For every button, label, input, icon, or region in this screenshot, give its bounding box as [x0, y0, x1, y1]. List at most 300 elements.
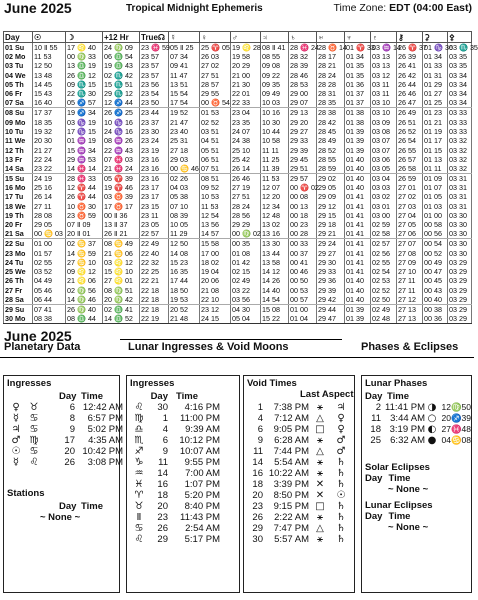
list-item [130, 435, 220, 446]
position-cell: 26 46 [231, 173, 261, 183]
time-value: 3:19 PM [389, 424, 425, 435]
position-cell: 28 ♓ 33 [66, 173, 103, 183]
spacer [130, 391, 150, 402]
position-cell: 05 Ⅱ 25 [169, 43, 200, 53]
position-cell: 19 ♎ 43 [103, 61, 140, 70]
position-cell: 15 58 [200, 239, 231, 249]
position-cell: 03 33 [448, 108, 472, 118]
position-cell: 00 33 [289, 239, 317, 249]
column-header: +12 Hr [103, 32, 140, 43]
position-cell: 00 41 [289, 258, 317, 267]
position-cell: 23 57 [140, 71, 169, 80]
position-cell: 27 06 [397, 229, 423, 239]
day-value: 29 [157, 534, 168, 545]
position-cell: 03 32 [448, 145, 472, 154]
position-cell: 03 30 [448, 239, 472, 249]
position-cell: 26 ♍ 40 [66, 304, 103, 314]
moon-phase-icon: ● [427, 435, 437, 446]
sign-glyph: ♉ [134, 501, 144, 512]
position-cell: 02 59 [371, 220, 397, 229]
day-value: 18 [252, 479, 263, 490]
position-cell: 22 49 [140, 239, 169, 249]
position-cell: 07 41 [33, 304, 66, 314]
position-cell: 08 51 [200, 173, 231, 183]
position-cell: 01 07 [423, 183, 448, 192]
position-cell: 20 29 [231, 61, 261, 70]
position-cell: 26 ♈ 37 [398, 43, 427, 52]
position-cell: 27 04 [397, 211, 423, 220]
position-cell: 04 30 [231, 304, 261, 314]
table-row [4, 239, 472, 249]
position-cell: 23 04 [231, 108, 261, 118]
column-header: ♃ [261, 32, 289, 43]
position-cell: 11 25 [261, 155, 289, 164]
position-cell: 08 ♎ 44 [66, 314, 103, 324]
lunar-eclipses-column-header [365, 511, 410, 522]
position-cell: 23 ♓ 59 [141, 43, 170, 52]
day-cell: 30 Mo [4, 314, 33, 324]
day-cell: 04 We [4, 71, 33, 80]
position-cell: 19 58 [231, 52, 261, 61]
position-cell: 00 54 [423, 239, 448, 249]
sign-glyph: ♍ [29, 435, 39, 446]
position-cell: 00 23 [289, 220, 317, 229]
position-cell: 29 55 [200, 89, 231, 98]
position-cell: 01 13 [423, 155, 448, 164]
column-header: ⚷ [397, 32, 423, 43]
planet-glyph: ♄ [336, 523, 346, 534]
position-cell: 19 52 [169, 108, 200, 118]
day-cell: 16 Mo [4, 183, 33, 192]
position-cell: 28 28 [317, 80, 345, 89]
position-cell: 29 39 [289, 145, 317, 154]
sign-glyph: ♏ [134, 435, 144, 446]
position-cell: 01 21 [423, 117, 448, 126]
position-cell: 28 21 [317, 61, 345, 70]
position-cell: 26 59 [397, 173, 423, 183]
position-cell: 03 29 [448, 314, 472, 324]
time-value: 9:39 AM [185, 424, 220, 435]
spacer [43, 446, 59, 457]
position-cell: 01 15 [423, 145, 448, 154]
position-cell: 22 24 [33, 155, 66, 164]
position-cell: 26 57 [397, 155, 423, 164]
position-cell: 11 29 [169, 229, 200, 239]
position-cell: 13 30 [261, 239, 289, 249]
position-cell: 20 ♍ 42 [103, 295, 140, 305]
aspect-glyph: ✕ [315, 490, 325, 501]
position-cell: 00 58 [423, 220, 448, 229]
day-value: 6 [257, 424, 263, 435]
day-column-label: Day [150, 391, 168, 402]
position-cell: 23 35 [231, 117, 261, 126]
position-cell: 09 41 [169, 61, 200, 70]
time-value: 6:32 AM [390, 435, 425, 446]
position-cell: 26 14 [33, 192, 66, 201]
position-cell: 22 ♏ 30 [66, 89, 103, 98]
day-cell: 25 We [4, 267, 33, 276]
table-row [4, 117, 472, 126]
position-cell: 03 13 [371, 52, 397, 61]
position-cell: 28 56 [231, 211, 261, 220]
ingresses-column-header [7, 391, 123, 402]
position-cell: 26 58 [397, 164, 423, 174]
time-value: 8:50 PM [273, 490, 309, 501]
planet-glyph: ♄ [336, 457, 346, 468]
position-cell: 17 54 [169, 98, 200, 108]
day-cell: 07 Sa [4, 98, 33, 108]
position-cell: 01 00 [289, 304, 317, 314]
position-cell: 16 40 [33, 98, 66, 108]
planet-glyph: ♄ [336, 501, 346, 512]
column-header: ♅ [317, 32, 345, 43]
table-row [4, 98, 472, 108]
position-cell: 21 48 [169, 314, 200, 324]
position-cell: 03 05 [371, 164, 397, 174]
position-cell: 02 52 [200, 117, 231, 126]
day-value: 20 [157, 501, 168, 512]
position-cell: 03 10 [371, 98, 397, 108]
day-value: 11 [253, 446, 263, 457]
stations-none: ~ None ~ [40, 512, 81, 523]
day-cell: 29 Su [4, 304, 33, 314]
position-cell: 24 ♑ 16 [103, 127, 140, 136]
position-cell: 29 00 [289, 89, 317, 98]
position-cell: 23 15 [140, 202, 169, 211]
position-cell: 12 34 [261, 202, 289, 211]
position-cell: 01 00 [423, 211, 448, 220]
position-cell: 09 35 [261, 80, 289, 89]
day-cell: 09 Mo [4, 117, 33, 126]
position-cell: 24 07 [231, 127, 261, 136]
last-aspect-heading: Last Aspect [300, 389, 354, 400]
position-cell: 01 33 [423, 61, 448, 70]
position-cell: 23 56 [140, 80, 169, 89]
position-cell: 17 44 [169, 276, 200, 285]
table-row [4, 248, 472, 257]
position-cell: 29 03 [169, 155, 200, 164]
position-cell: 15 43 [33, 89, 66, 98]
planet-glyph: ♂ [11, 435, 21, 446]
position-cell: 00 57 [289, 295, 317, 305]
position-cell: 01 41 [345, 267, 371, 276]
planet-glyph: ♀ [337, 413, 345, 424]
lunar-ingresses-heading: Ingresses [130, 378, 175, 389]
list-item [130, 512, 220, 523]
position-cell: 26 42 [397, 71, 423, 80]
planet-glyph: ♂ [336, 435, 346, 446]
time-value: 11:00 PM [180, 413, 220, 424]
position-cell: 00 46 [289, 267, 317, 276]
position-cell: 25 16 [33, 183, 66, 192]
position-cell: 01 40 [345, 295, 371, 305]
position-cell: 24 ♍ 09 [103, 43, 140, 53]
position-cell: 20 06 [200, 276, 231, 285]
planet-glyph: ♃ [336, 402, 346, 413]
position-cell: 27 10 [397, 267, 423, 276]
planet-glyph: ♀ [12, 402, 20, 413]
planet-glyph: ♂ [336, 446, 346, 457]
time-value: 10:22 AM [268, 468, 309, 479]
void-times-list [247, 402, 351, 545]
position-cell: 17 37 [33, 108, 66, 118]
day-value: 9 [162, 446, 168, 457]
day-cell: 21 Sa [4, 229, 33, 239]
day-value: 2 [375, 402, 381, 413]
position-cell: 14 26 [261, 276, 289, 285]
sign-glyph: ♈ [134, 490, 144, 501]
position-cell: 29 47 [317, 314, 345, 324]
position-cell: 22 18 [140, 304, 169, 314]
time-value: 3:44 AM [390, 413, 425, 424]
table-row [4, 136, 472, 145]
position-cell: 02 57 [371, 239, 397, 249]
day-value: 9 [69, 424, 75, 435]
position-cell: 26 Ⅱ 21 [103, 229, 140, 239]
timezone-label: Time Zone: [333, 2, 387, 14]
position-cell: 29 27 [317, 248, 345, 257]
day-column-label: Day [365, 473, 383, 484]
position-cell: 01 04 [289, 314, 317, 324]
position-cell: 03 ♒ 14 [372, 43, 401, 52]
sign-glyph: ♌ [134, 402, 144, 413]
position-cell: 12 07 [261, 183, 289, 192]
time-value: 7:38 PM [273, 402, 309, 413]
position-cell: 08 ♍ 51 [103, 286, 140, 295]
position-cell: 23 57 [140, 61, 169, 70]
spacer [168, 391, 176, 402]
position-cell: 00 52 [423, 248, 448, 257]
position-cell: 01 41 [345, 192, 371, 201]
list-item [247, 446, 351, 457]
column-header: ♀ [200, 32, 231, 43]
day-value: 1 [257, 402, 263, 413]
position-cell: 26 ♎ 12 [66, 71, 103, 80]
day-value: 8 [69, 413, 75, 424]
position-cell: 01 40 [345, 286, 371, 295]
position-cell: 01 35 [345, 71, 371, 80]
position-cell: 29 29 [231, 220, 261, 229]
position-cell: 24 38 [231, 136, 261, 145]
position-cell: 01 57 [33, 248, 66, 257]
position-cell: 01 31 [423, 71, 448, 80]
position-cell: 20 Ⅱ 01 [66, 229, 103, 239]
position-cell: 29 05 [317, 183, 345, 192]
position-cell: 03 34 [448, 71, 472, 80]
position-cell: 11 47 [169, 71, 200, 80]
day-cell: 12 Th [4, 145, 33, 154]
table-row [4, 71, 472, 80]
position-cell: 00 49 [423, 258, 448, 267]
position-cell: 27 02 [200, 61, 231, 70]
position-cell: 28 32 [289, 52, 317, 61]
list-item [247, 534, 351, 545]
planet-glyph: ♃ [11, 424, 21, 435]
position-cell: 10 ♉ 30 [66, 202, 103, 211]
position-cell: 00 ♍ 33 [66, 52, 103, 61]
day-cell: 14 Sa [4, 164, 33, 174]
position-cell: 05 ♈ 39 [103, 173, 140, 183]
position-cell: 21 ♋ 06 [103, 248, 140, 257]
position-cell: 28 46 [289, 71, 317, 80]
position-cell: 00 ♋ 46 [170, 163, 199, 173]
position-cell: 02 15 [231, 267, 261, 276]
day-value: 11 [371, 413, 381, 424]
planet-glyph: ♀ [337, 424, 345, 435]
position-cell: 02 54 [371, 267, 397, 276]
position-cell: 03 33 [448, 127, 472, 136]
spacer [43, 435, 59, 446]
position-cell: 01 37 [345, 98, 371, 108]
list-item [7, 402, 123, 413]
day-value: 18 [370, 424, 381, 435]
position-cell: 22 19 [140, 314, 169, 324]
position-cell: 03 35 [448, 61, 472, 70]
position-cell: 03 13 [371, 61, 397, 70]
position-cell: 27 11 [397, 276, 423, 285]
position-cell: 18 50 [169, 286, 200, 295]
planetary-ingresses-list [7, 391, 123, 468]
position-cell: 29 51 [289, 164, 317, 174]
position-cell: 01 36 [345, 80, 371, 89]
phases-box [361, 375, 472, 593]
position-cell: 23 50 [140, 98, 169, 108]
position-cell: 20 30 [33, 136, 66, 145]
divider [120, 339, 342, 340]
position-cell: 17 ♌ 40 [66, 43, 103, 53]
phase-degree: 12♍50 [441, 402, 471, 412]
table-row [4, 52, 472, 61]
list-item [247, 468, 351, 479]
position-cell: 27 51 [200, 71, 231, 80]
time-value: 9:05 PM [273, 424, 309, 435]
position-cell: 03 10 [371, 108, 397, 118]
position-cell: 00 35 [231, 239, 261, 249]
aspect-glyph: ⚹ [317, 534, 323, 545]
position-cell: 03 29 [448, 267, 472, 276]
aspect-glyph: □ [315, 424, 325, 435]
position-cell: 14 ♓ 14 [66, 164, 103, 174]
position-cell: 04 03 [169, 183, 200, 192]
timezone-offset: (04:00 East) [413, 2, 472, 14]
position-cell: 23 19 [140, 145, 169, 154]
time-column-label: Time [388, 473, 411, 484]
position-cell: 01 29 [423, 80, 448, 89]
timezone [333, 2, 472, 14]
aspect-glyph: △ [316, 446, 324, 457]
table-row [4, 286, 472, 295]
position-cell: 22 01 [231, 89, 261, 98]
position-cell: 28 24 [317, 71, 345, 80]
position-cell: 29 45 [289, 155, 317, 164]
solar-eclipses-none: ~ None ~ [388, 484, 429, 495]
position-cell: 02 56 [371, 248, 397, 257]
position-cell: 19 ♐ 34 [66, 108, 103, 118]
position-cell: 01 53 [200, 108, 231, 118]
position-cell: 28 ♓ 24 [290, 43, 319, 52]
day-cell: 18 We [4, 202, 33, 211]
list-item [247, 490, 351, 501]
position-cell: 26 44 [397, 80, 423, 89]
day-cell: 15 Su [4, 173, 33, 183]
position-cell: 01 42 [231, 258, 261, 267]
position-cell: 22 ♒ 43 [103, 145, 140, 154]
sign-glyph: Ⅱ [136, 512, 142, 523]
position-cell: 14 40 [261, 286, 289, 295]
day-value: 30 [252, 534, 263, 545]
time-column-label: Time [387, 391, 410, 402]
position-cell: 08 ♋ 49 [103, 239, 140, 249]
lunar-ingresses-box [126, 375, 240, 593]
position-cell: 28 49 [317, 136, 345, 145]
table-row [4, 183, 472, 192]
position-cell: 01 41 [345, 248, 371, 257]
time-value: 10:42 PM [82, 446, 123, 457]
position-cell: 03 34 [448, 80, 472, 89]
position-cell: 13 58 [261, 258, 289, 267]
position-cell: 03 07 [371, 136, 397, 145]
position-cell: 00 40 [423, 295, 448, 305]
position-cell: 09 ♌ 12 [66, 267, 103, 276]
position-cell: 11 53 [200, 202, 231, 211]
lunar-eclipses-none: ~ None ~ [388, 522, 429, 533]
table-row [4, 295, 472, 305]
position-cell: 28 ♉ 14 [318, 43, 347, 52]
day-value: 26 [252, 512, 263, 523]
position-cell: 00 28 [289, 229, 317, 239]
table-row [4, 220, 472, 229]
position-cell: 28 24 [231, 202, 261, 211]
position-cell: 22 21 [140, 276, 169, 285]
day-value: 16 [252, 468, 263, 479]
position-cell: 29 ♒ 53 [66, 155, 103, 164]
position-cell: 28 08 [33, 211, 66, 220]
position-cell: 07 10 [169, 202, 200, 211]
position-cell: 03 09 [371, 117, 397, 126]
position-cell: 25 42 [231, 155, 261, 164]
position-cell: 24 19 [33, 173, 66, 183]
position-cell: 23 17 [140, 183, 169, 192]
day-cell: 11 We [4, 136, 33, 145]
void-times-box [243, 375, 355, 593]
position-cell: 26 ♐ 25 [103, 108, 140, 118]
position-cell: 26 54 [397, 136, 423, 145]
position-cell: 01 41 [345, 229, 371, 239]
table-row [4, 173, 472, 183]
position-cell: 21 47 [169, 117, 200, 126]
day-value: 1 [162, 413, 168, 424]
day-cell: 08 Su [4, 108, 33, 118]
month-title: June 2025 [4, 0, 72, 16]
stations-column-header [7, 501, 103, 512]
position-cell: 03 ♑ 19 [66, 117, 103, 126]
position-cell: 01 37 [345, 89, 371, 98]
position-cell: 03 08 [371, 127, 397, 136]
divider [0, 357, 474, 358]
position-cell: 05 04 [231, 314, 261, 324]
time-value: 5:20 PM [184, 490, 220, 501]
time-value: 1:07 PM [184, 479, 220, 490]
position-cell: 27 07 [397, 239, 423, 249]
position-cell: 29 24 [317, 239, 345, 249]
position-cell: 13 Ⅱ 37 [103, 220, 140, 229]
sign-glyph: ♍ [134, 413, 144, 424]
sign-glyph: ♌ [29, 457, 39, 468]
position-cell: 09 22 [261, 71, 289, 80]
phases-column-header [365, 391, 471, 402]
position-cell: 03 29 [448, 286, 472, 295]
table-row [4, 89, 472, 98]
